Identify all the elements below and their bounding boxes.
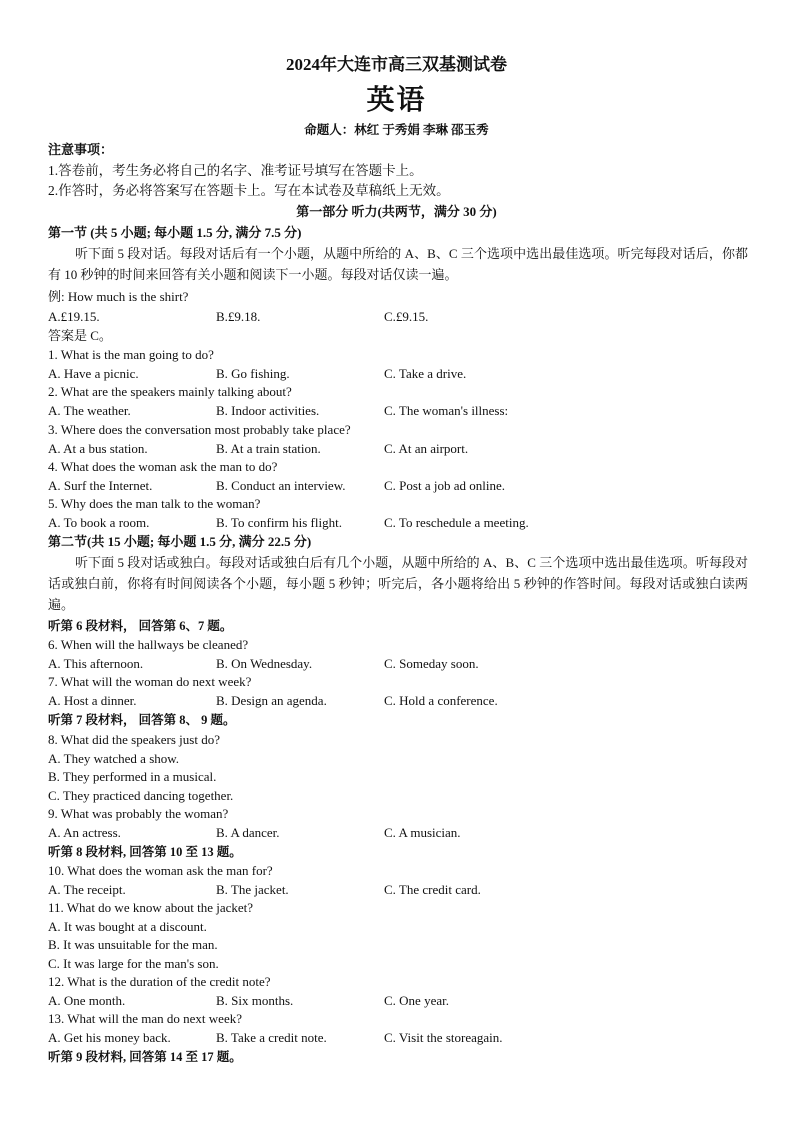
question-4: 4. What does the woman ask the man to do? bbox=[48, 459, 278, 474]
q4-option-c: C. Post a job ad online. bbox=[384, 478, 505, 493]
q8-option-a: A. They watched a show. bbox=[48, 751, 180, 766]
q4-option-b: B. Conduct an interview. bbox=[216, 478, 346, 493]
q9-option-a: A. An actress. bbox=[48, 825, 121, 840]
example-question: 例: How much is the shirt? bbox=[48, 289, 189, 304]
q2-option-a: A. The weather. bbox=[48, 403, 131, 418]
notice-item-2: 2.作答时，务必将答案写在答题卡上。写在本试卷及草稿纸上无效。 bbox=[48, 183, 450, 198]
q9-option-c: C. A musician. bbox=[384, 825, 461, 840]
material-6-heading: 听第 6 段材料， 回答第 6、7 题。 bbox=[48, 619, 233, 633]
q11-option-a: A. It was bought at a discount. bbox=[48, 919, 207, 934]
question-1: 1. What is the man going to do? bbox=[48, 347, 214, 362]
q12-option-b: B. Six months. bbox=[216, 993, 294, 1008]
q7-option-b: B. Design an agenda. bbox=[216, 693, 327, 708]
q3-option-a: A. At a bus station. bbox=[48, 441, 148, 456]
q12-option-c: C. One year. bbox=[384, 993, 449, 1008]
q1-option-b: B. Go fishing. bbox=[216, 366, 290, 381]
notice-item-1: 1.答卷前，考生务必将自己的名字、准考证号填写在答题卡上。 bbox=[48, 163, 423, 178]
q8-option-c: C. They practiced dancing together. bbox=[48, 788, 234, 803]
q13-option-a: A. Get his money back. bbox=[48, 1030, 171, 1045]
q6-option-a: A. This afternoon. bbox=[48, 656, 144, 671]
q3-option-c: C. At an airport. bbox=[384, 441, 469, 456]
q10-option-b: B. The jacket. bbox=[216, 882, 289, 897]
section2-title: 第二节(共 15 小题; 每小题 1.5 分, 满分 22.5 分) bbox=[48, 534, 312, 549]
question-5: 5. Why does the man talk to the woman? bbox=[48, 496, 261, 511]
material-8-heading: 听第 8 段材料, 回答第 10 至 13 题。 bbox=[48, 845, 242, 859]
q10-option-a: A. The receipt. bbox=[48, 882, 126, 897]
q5-option-c: C. To reschedule a meeting. bbox=[384, 515, 529, 530]
example-answer: 答案是 C。 bbox=[48, 328, 112, 343]
section1-instructions: 听下面 5 段对话。每段对话后有一个小题，从题中所给的 A、B、C 三个选项中选出最佳选项。听完每段对话后，你都有 10 秒钟的时间来回答有关小题和阅读下一小题。每段对话仅读一遍。 bbox=[48, 246, 748, 282]
q2-option-b: B. Indoor activities. bbox=[216, 403, 320, 418]
question-7: 7. What will the woman do next week? bbox=[48, 674, 252, 689]
notice-heading: 注意事项： bbox=[48, 142, 114, 157]
question-2: 2. What are the speakers mainly talking about? bbox=[48, 384, 292, 399]
q6-option-b: B. On Wednesday. bbox=[216, 656, 313, 671]
q8-option-b: B. They performed in a musical. bbox=[48, 769, 217, 784]
q13-option-c: C. Visit the storeagain. bbox=[384, 1030, 503, 1045]
subject-title: 英语 bbox=[366, 85, 427, 116]
question-9: 9. What was probably the woman? bbox=[48, 806, 229, 821]
q7-option-c: C. Hold a conference. bbox=[384, 693, 498, 708]
q11-option-c: C. It was large for the man's son. bbox=[48, 956, 219, 971]
q5-option-a: A. To book a room. bbox=[48, 515, 150, 530]
q4-option-a: A. Surf the Internet. bbox=[48, 478, 153, 493]
question-10: 10. What does the woman ask the man for? bbox=[48, 863, 273, 878]
q7-option-a: A. Host a dinner. bbox=[48, 693, 137, 708]
q1-option-a: A. Have a picnic. bbox=[48, 366, 139, 381]
question-6: 6. When will the hallways be cleaned? bbox=[48, 637, 249, 652]
q2-option-c: C. The woman's illness: bbox=[384, 403, 509, 418]
example-option-a: A.£19.15. bbox=[48, 309, 100, 324]
q5-option-b: B. To confirm his flight. bbox=[216, 515, 342, 530]
section1-title: 第一节 (共 5 小题; 每小题 1.5 分, 满分 7.5 分) bbox=[48, 225, 302, 240]
question-13: 13. What will the man do next week? bbox=[48, 1011, 242, 1026]
material-7-heading: 听第 7 段材料， 回答第 8、 9 题。 bbox=[48, 713, 236, 727]
question-8: 8. What did the speakers just do? bbox=[48, 732, 220, 747]
authors-line: 命题人：林红 于秀娟 李琳 邵玉秀 bbox=[304, 123, 489, 137]
section2-instructions: 听下面 5 段对话或独白。每段对话或独白后有几个小题，从题中所给的 A、B、C 三个选项中选出最佳选项。听每段对话或独白前，你将有时间阅读各个小题，每小题 5 秒钟；听完后，各小题将给出 5 秒钟的作答时间。每段对话或独白读两遍。 bbox=[48, 555, 748, 612]
exam-title: 2024年大连市高三双基测试卷 bbox=[286, 55, 507, 74]
q12-option-a: A. One month. bbox=[48, 993, 126, 1008]
q10-option-c: C. The credit card. bbox=[384, 882, 481, 897]
q1-option-c: C. Take a drive. bbox=[384, 366, 467, 381]
q3-option-b: B. At a train station. bbox=[216, 441, 321, 456]
q9-option-b: B. A dancer. bbox=[216, 825, 280, 840]
example-option-c: C.£9.15. bbox=[384, 309, 429, 324]
q11-option-b: B. It was unsuitable for the man. bbox=[48, 937, 218, 952]
q6-option-c: C. Someday soon. bbox=[384, 656, 479, 671]
example-option-b: B.£9.18. bbox=[216, 309, 261, 324]
material-9-heading: 听第 9 段材料, 回答第 14 至 17 题。 bbox=[48, 1050, 242, 1064]
question-12: 12. What is the duration of the credit note? bbox=[48, 974, 271, 989]
part1-title: 第一部分 听力(共两节，满分 30 分) bbox=[296, 204, 497, 219]
question-3: 3. Where does the conversation most probably take place? bbox=[48, 422, 351, 437]
question-11: 11. What do we know about the jacket? bbox=[48, 900, 254, 915]
q13-option-b: B. Take a credit note. bbox=[216, 1030, 327, 1045]
